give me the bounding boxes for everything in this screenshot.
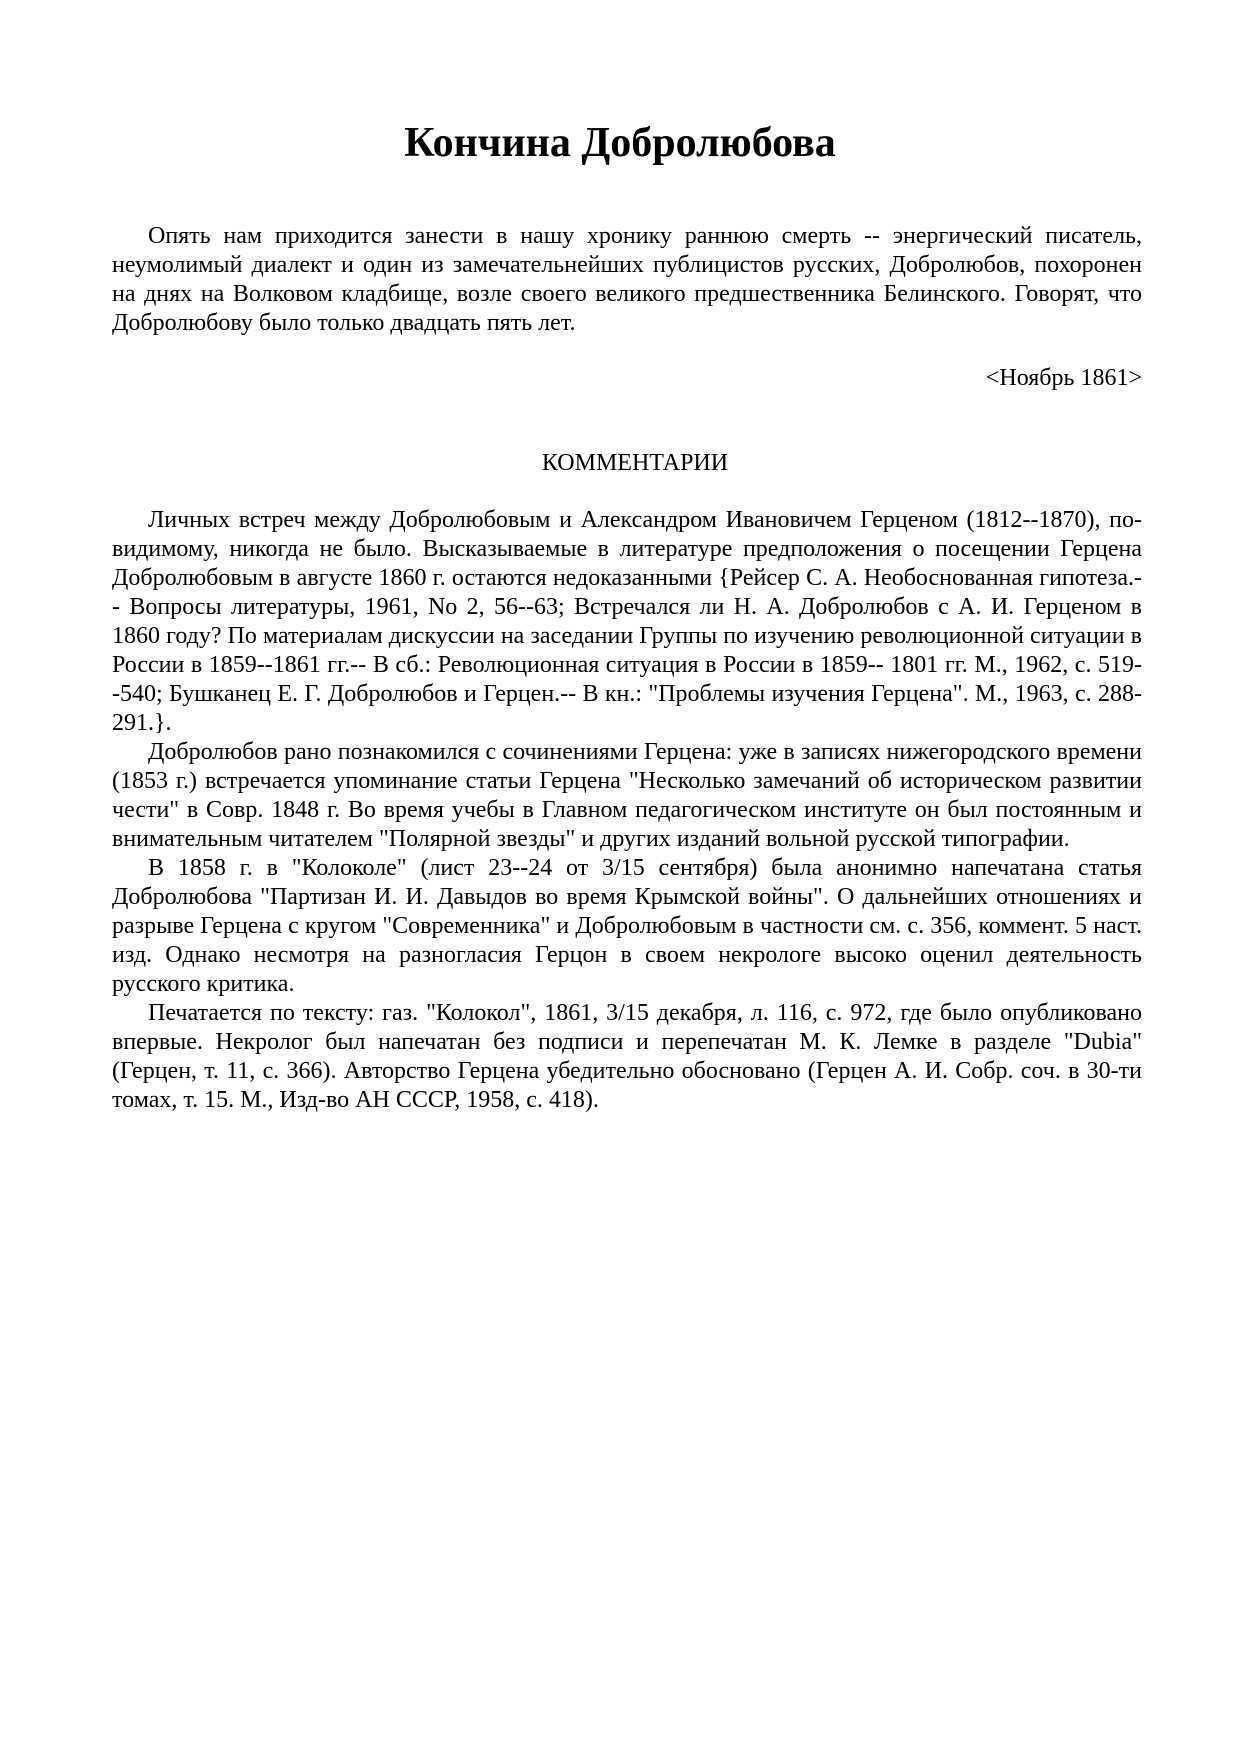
comments-block (112, 506, 1142, 1115)
main-text-block (112, 222, 1142, 338)
main-paragraph: Опять нам приходится занести в нашу хронику раннюю смерть -- энергический писатель, неумолимый диалект и один из замечательнейших публицистов русских, Добролюбов, похоронен на днях на Волковом кладбище, возле своего великого предшественника Белинского. Говорят, что Добролюбову было только двадцать пять лет. (112, 223, 1142, 336)
comment-paragraph-1: Личных встреч между Добролюбовым и Александром Ивановичем Герценом (1812--1870), по-видимому, никогда не было. Высказываемые в литературе предположения о посещении Герцена Добролюбовым в августе 1860 г. остаются недоказанными {Рейсер С. А. Необоснованная гипотеза.-- Вопросы литературы, 1961, No 2, 56--63; Встречался ли Н. А. Добролюбов с А. И. Герценом в 1860 году? По материалам дискуссии на заседании Группы по изучению революционной ситуации в России в 1859--1861 гг.-- В сб.: Революционная ситуация в России в 1859-- 1801 гг. М., 1962, с. 519--540; Бушканец Е. Г. Добролюбов и Герцен.-- В кн.: "Проблемы изучения Герцена". М., 1963, с. 288-291.}. (112, 507, 1142, 736)
comment-paragraph-2: Добролюбов рано познакомился с сочинениями Герцена: уже в записях нижегородского времени (1853 г.) встречается упоминание статьи Герцена "Несколько замечаний об историческом развитии чести" в Совр. 1848 г. Во время учебы в Главном педагогическом институте он был постоянным и внимательным читателем "Полярной звезды" и других изданий вольной русской типографии. (112, 739, 1142, 852)
date-line: <Ноябрь 1861> (985, 365, 1142, 391)
document-title: Кончина Добролюбова (404, 120, 836, 166)
comment-paragraph-3: В 1858 г. в "Колоколе" (лист 23--24 от 3/15 сентября) была анонимно напечатана статья Добролюбова "Партизан И. И. Давыдов во время Крымской войны". О дальнейших отношениях и разрыве Герцена с кругом "Современника" и Добролюбовым в частности см. с. 356, коммент. 5 наст. изд. Однако несмотря на разногласия Герцон в своем некрологе высоко оценил деятельность русского критика. (112, 855, 1142, 997)
comments-heading: КОММЕНТАРИИ (541, 450, 729, 476)
comment-paragraph-4: Печатается по тексту: газ. "Колокол", 1861, 3/15 декабря, л. 116, с. 972, где было опубликовано впервые. Некролог был напечатан без подписи и перепечатан М. К. Лемке в разделе "Dubia" (Герцен, т. 11, с. 366). Авторство Герцена убедительно обосновано (Герцен А. И. Собр. соч. в 30-ти томах, т. 15. М., Изд-во АН СССР, 1958, с. 418). (112, 1000, 1142, 1113)
